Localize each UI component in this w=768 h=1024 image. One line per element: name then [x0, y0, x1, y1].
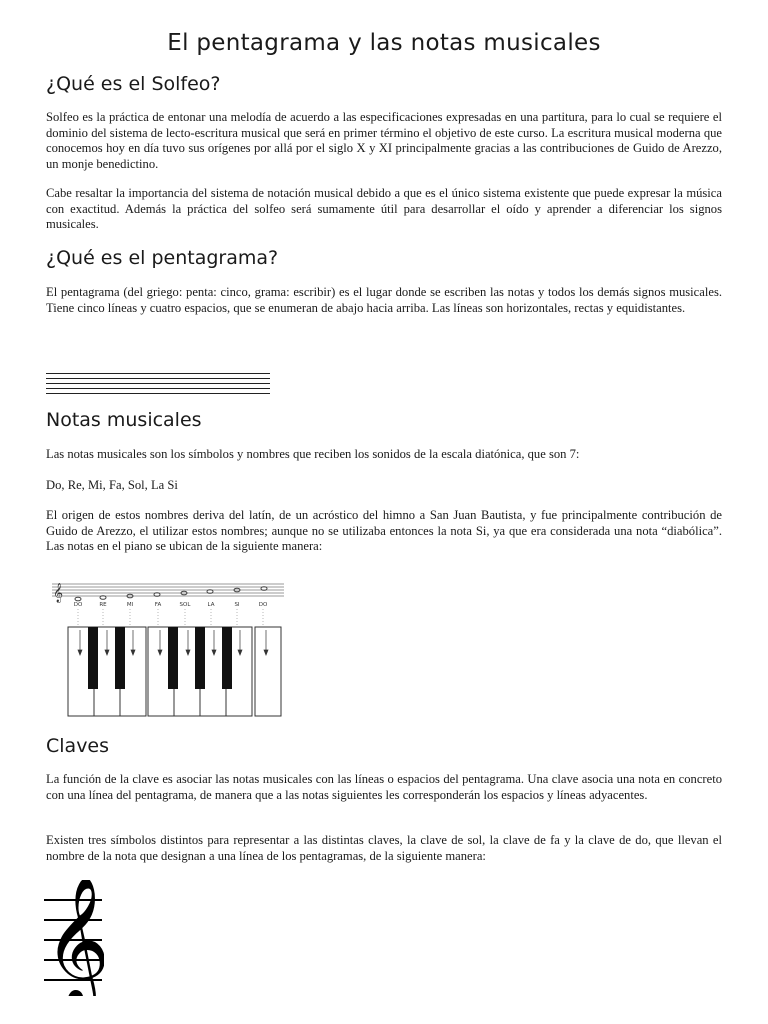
heading-solfeo: ¿Qué es el Solfeo?	[46, 73, 221, 95]
piano-label: SOL	[179, 602, 191, 608]
piano-label: SI	[234, 602, 240, 608]
heading-claves: Claves	[46, 735, 110, 757]
document-title: El pentagrama y las notas musicales	[167, 30, 601, 56]
paragraph-claves-1: La función de la clave es asociar las notas musicales con las líneas o espacios del pentagrama. Una clave asocia una nota en concreto con una línea del pentagrama, de manera que a las notas siguientes les corresponderán los espacios y líneas adyacentes.	[46, 772, 722, 802]
paragraph-pentagrama-1: El pentagrama (del griego: penta: cinco, grama: escribir) es el lugar donde se escriben las notas y todos los demás signos musicales. Tiene cinco líneas y cuatro espacios, que se enumeran de abajo hacia arriba. Las líneas son horizontales, rectas y equidistantes.	[46, 285, 722, 315]
svg-text:𝄞: 𝄞	[53, 583, 64, 603]
paragraph-notas-3: El origen de estos nombres deriva del latín, de un acróstico del himno a San Juan Bautista, y fue principalmente contribución de Guido de Arezzo, el utilizar estos nombres; aunque no se utilizaba entonces la nota Si, ya que era considerada una nota “diabólica”. Las notas en el piano se ubican de la siguiente manera:	[46, 508, 722, 553]
svg-text:𝄞: 𝄞	[44, 880, 104, 996]
piano-label: LA	[207, 602, 215, 608]
staff-illustration	[46, 373, 270, 397]
paragraph-solfeo-1: Solfeo es la práctica de entonar una melodía de acuerdo a las especificaciones expresadas en una partitura, para lo cual se requiere el dominio del sistema de lecto-escritura musical que será en primer término el objetivo de este curso. La escritura musical moderna que conocemos hoy en día tuvo sus orígenes por allá por el siglo X y XI principalmente gracias a las contribuciones de Guido de Arezzo, un monje benedictino.	[46, 110, 722, 171]
piano-label: DO	[73, 602, 83, 608]
piano-diagram	[50, 578, 286, 720]
heading-pentagrama: ¿Qué es el pentagrama?	[46, 247, 279, 269]
paragraph-notas-2: Do, Re, Mi, Fa, Sol, La Si	[46, 478, 178, 492]
paragraph-claves-2: Existen tres símbolos distintos para representar a las distintas claves, la clave de sol, la clave de fa y la clave de do, que llevan el nombre de la nota que designan a una línea de los pentagramas, de la siguiente manera:	[46, 833, 722, 863]
treble-clef-icon	[44, 880, 104, 996]
heading-notas: Notas musicales	[46, 409, 202, 431]
piano-label: RE	[99, 602, 107, 608]
piano-label: MI	[126, 602, 134, 608]
paragraph-solfeo-2: Cabe resaltar la importancia del sistema de notación musical debido a que es el único sistema existente que puede expresar la música con exactitud. Además la práctica del solfeo será sumamente útil para desarrollar el oído y aprender a diferenciar los signos musicales.	[46, 186, 722, 231]
piano-label: FA	[154, 602, 162, 608]
paragraph-notas-1: Las notas musicales son los símbolos y nombres que reciben los sonidos de la escala diatónica, que son 7:	[46, 447, 580, 461]
piano-label: DO	[258, 602, 268, 608]
